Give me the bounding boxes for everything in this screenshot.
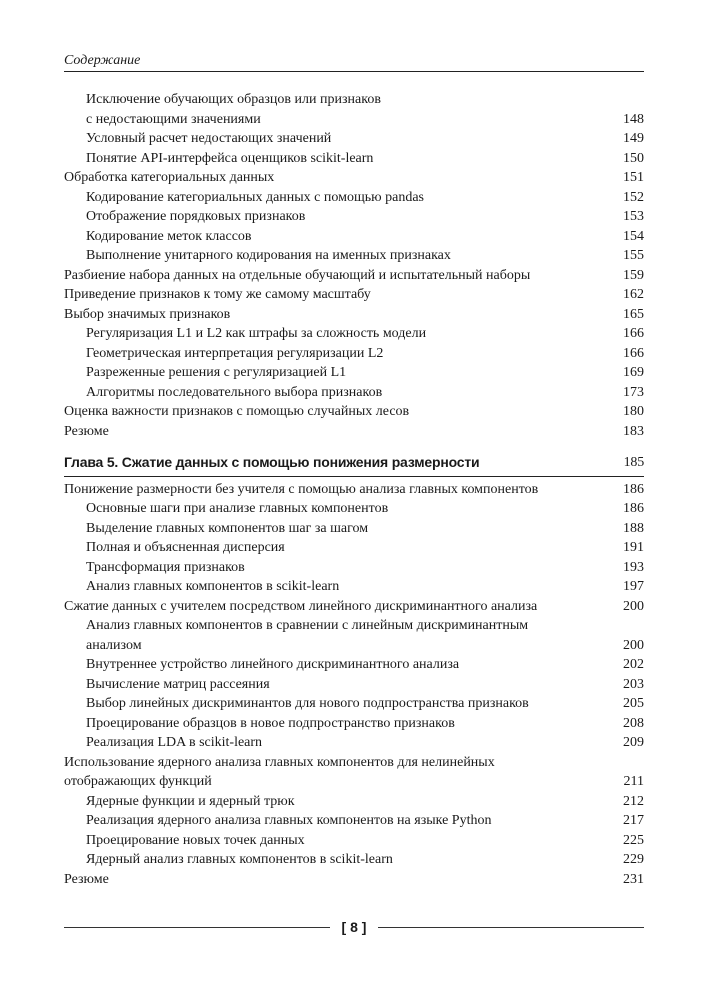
- toc-entry-page: 155: [623, 248, 644, 263]
- toc-entry-page: 209: [623, 735, 644, 750]
- toc-entry-title: Ядерные функции и ядерный трюк: [86, 793, 295, 809]
- toc-entry-title: Проецирование образцов в новое подпространство признаков: [86, 715, 455, 731]
- toc-entry-page: 217: [623, 813, 644, 828]
- toc-entry[interactable]: [64, 285, 644, 305]
- toc-entry-title: Внутреннее устройство линейного дискриминантного анализа: [86, 657, 460, 672]
- toc-entry[interactable]: [64, 422, 644, 442]
- toc-entry-title: Использование ядерного анализа главных компонентов для нелинейных: [64, 754, 495, 770]
- toc-entry[interactable]: [64, 597, 644, 617]
- toc-entry-page: 225: [623, 832, 644, 848]
- toc-entry-page: 183: [623, 423, 644, 439]
- toc-entry[interactable]: [64, 90, 644, 110]
- toc-entry[interactable]: [64, 168, 644, 188]
- toc-entry[interactable]: [64, 636, 644, 656]
- toc-entry[interactable]: [64, 207, 644, 227]
- toc-entry-title: отображающих функций: [64, 774, 212, 789]
- toc-entry-title: Кодирование категориальных данных с помощью pandas: [86, 189, 424, 205]
- toc-entry-title: Кодирование меток классов: [86, 228, 252, 244]
- toc-entry[interactable]: [64, 519, 644, 539]
- toc-entry[interactable]: [64, 811, 644, 831]
- toc-entry-page: 191: [623, 540, 644, 555]
- toc-entry-title: Ядерный анализ главных компонентов в scikit-learn: [86, 852, 393, 867]
- toc-entry[interactable]: [64, 675, 644, 695]
- toc-entry-title: Обработка категориальных данных: [64, 170, 275, 185]
- toc-entry-page: 186: [623, 481, 644, 497]
- toc-entry[interactable]: [64, 616, 644, 636]
- toc-entry-title: Глава 5. Сжатие данных с помощью понижения размерности: [64, 454, 480, 470]
- toc-entry[interactable]: [64, 850, 644, 870]
- toc-entry-page: 211: [623, 774, 644, 789]
- toc-entry-page: 154: [623, 228, 644, 244]
- toc-entry-title: Приведение признаков к тому же самому масштабу: [64, 287, 371, 302]
- toc-entry-title: Реализация LDA в scikit-learn: [86, 735, 263, 750]
- toc-entry[interactable]: [64, 266, 644, 286]
- toc-entry-page: 162: [623, 287, 644, 302]
- toc-entry-page: 180: [623, 404, 644, 419]
- toc-entry-title: Разбиение набора данных на отдельные обучающий и испытательный наборы: [64, 267, 531, 283]
- toc-entry-title: Регуляризация L1 и L2 как штрафы за сложность модели: [86, 326, 427, 341]
- toc-entry-title: Трансформация признаков: [86, 559, 245, 575]
- toc-entry-title: Понятие API-интерфейса оценщиков scikit-learn: [86, 150, 374, 166]
- toc-entry-page: 149: [623, 131, 644, 146]
- toc-entry[interactable]: [64, 733, 644, 753]
- toc-entry[interactable]: [64, 558, 644, 578]
- toc-entry-title: Основные шаги при анализе главных компонентов: [86, 501, 389, 516]
- toc-entry[interactable]: [64, 792, 644, 812]
- toc-entry-title: Выбор значимых признаков: [64, 306, 231, 322]
- toc-entry-page: 202: [623, 657, 644, 672]
- toc-entry-title: Отображение порядковых признаков: [86, 209, 306, 224]
- toc-entry-title: Полная и объясненная дисперсия: [86, 540, 285, 555]
- toc-entry[interactable]: [64, 383, 644, 403]
- toc-entry-page: 166: [623, 345, 644, 361]
- toc-entry-title: Выполнение унитарного кодирования на именных признаках: [86, 248, 451, 263]
- table-of-contents: [64, 90, 644, 889]
- toc-entry-page: 165: [623, 306, 644, 322]
- toc-entry[interactable]: [64, 577, 644, 597]
- toc-entry-title: Анализ главных компонентов в scikit-learn: [86, 579, 340, 594]
- toc-entry[interactable]: [64, 305, 644, 325]
- toc-entry-title: Геометрическая интерпретация регуляризации L2: [86, 345, 384, 361]
- toc-entry[interactable]: [64, 538, 644, 558]
- toc-entry[interactable]: [64, 499, 644, 519]
- toc-entry[interactable]: [64, 402, 644, 422]
- toc-entry-title: Условный расчет недостающих значений: [86, 131, 332, 146]
- toc-entry-page: 200: [623, 598, 644, 614]
- toc-entry-title: Алгоритмы последовательного выбора признаков: [86, 384, 383, 400]
- toc-entry[interactable]: [64, 246, 644, 266]
- toc-entry-page: 173: [623, 384, 644, 400]
- toc-entry-title: Вычисление матриц рассеяния: [86, 676, 270, 692]
- toc-entry-page: 152: [623, 189, 644, 205]
- toc-entry-page: 185: [623, 455, 644, 470]
- toc-entry-title: Резюме: [64, 423, 109, 439]
- toc-entry-title: Проецирование новых точек данных: [86, 832, 305, 848]
- toc-entry-page: 197: [623, 579, 644, 594]
- toc-entry-title: анализом: [86, 637, 142, 653]
- toc-entry[interactable]: [64, 149, 644, 169]
- toc-entry-page: 166: [623, 326, 644, 341]
- toc-entry-title: Реализация ядерного анализа главных компонентов на языке Python: [86, 813, 492, 828]
- toc-entry-title: Анализ главных компонентов в сравнении с линейным дискриминантным: [86, 618, 529, 633]
- toc-entry-page: 169: [623, 365, 644, 380]
- toc-entry[interactable]: [64, 694, 644, 714]
- toc-entry-page: 151: [623, 170, 644, 185]
- page-number: [ 8 ]: [341, 919, 367, 935]
- toc-entry-page: 208: [623, 715, 644, 731]
- toc-entry-title: Сжатие данных с учителем посредством линейного дискриминантного анализа: [64, 598, 538, 614]
- toc-entry[interactable]: [64, 480, 644, 500]
- toc-chapter-heading[interactable]: [64, 453, 644, 477]
- toc-entry-page: 153: [623, 209, 644, 224]
- toc-entry-page: 203: [623, 676, 644, 692]
- header-rule: [64, 71, 644, 72]
- toc-entry-title: Исключение обучающих образцов или признаков: [86, 92, 381, 107]
- toc-entry-page: 200: [623, 637, 644, 653]
- toc-entry-page: 148: [623, 111, 644, 127]
- toc-entry-page: 212: [623, 793, 644, 809]
- toc-entry[interactable]: [64, 324, 644, 344]
- toc-entry-page: 193: [623, 559, 644, 575]
- toc-entry-title: Понижение размерности без учителя с помощью анализа главных компонентов: [64, 481, 539, 497]
- toc-entry-page: 231: [623, 871, 644, 887]
- toc-entry[interactable]: [64, 363, 644, 383]
- footer-rule-right: [378, 927, 644, 928]
- toc-entry-page: 205: [623, 696, 644, 711]
- toc-entry[interactable]: [64, 344, 644, 364]
- toc-entry[interactable]: [64, 753, 644, 773]
- toc-entry-page: 186: [623, 501, 644, 516]
- toc-entry[interactable]: [64, 772, 644, 792]
- toc-entry[interactable]: [64, 110, 644, 130]
- toc-entry-title: Выделение главных компонентов шаг за шагом: [86, 520, 369, 536]
- toc-entry-page: 159: [623, 267, 644, 283]
- toc-entry-title: Выбор линейных дискриминантов для нового подпространства признаков: [86, 696, 529, 711]
- toc-entry-page: 150: [623, 150, 644, 166]
- toc-entry[interactable]: [64, 188, 644, 208]
- toc-entry[interactable]: [64, 227, 644, 247]
- toc-entry[interactable]: [64, 655, 644, 675]
- toc-entry[interactable]: [64, 831, 644, 851]
- toc-entry[interactable]: [64, 870, 644, 890]
- toc-entry-page: 229: [623, 852, 644, 867]
- toc-entry-title: Разреженные решения с регуляризацией L1: [86, 365, 347, 380]
- running-header: Содержание: [64, 53, 141, 68]
- toc-entry-title: Резюме: [64, 871, 109, 887]
- toc-entry-title: с недостающими значениями: [86, 111, 261, 127]
- toc-entry-title: Оценка важности признаков с помощью случайных лесов: [64, 404, 410, 419]
- toc-entry[interactable]: [64, 129, 644, 149]
- page-footer: [64, 917, 644, 937]
- toc-entry-page: 188: [623, 520, 644, 536]
- toc-entry[interactable]: [64, 714, 644, 734]
